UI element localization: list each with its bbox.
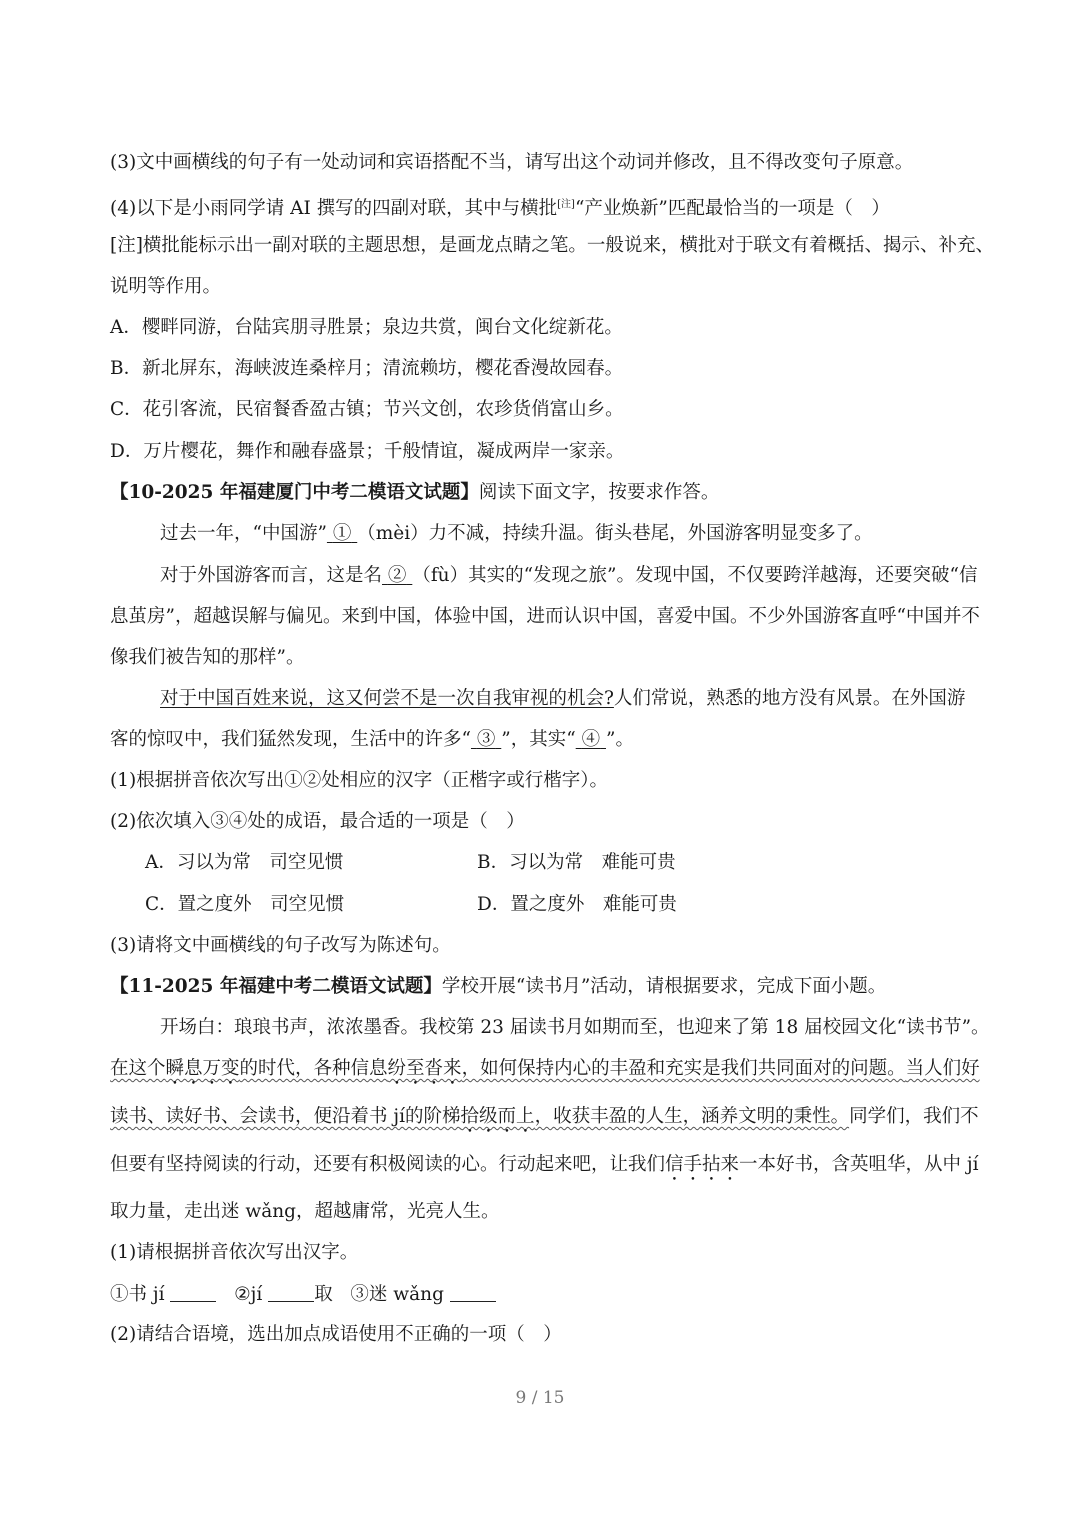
note-line-2: 说明等作用。 [110,276,222,297]
underlined-sentence: 对于中国百姓来说，这又何尝不是一次自我审视的机会? [160,688,614,709]
passage-10-para-2-line-2: 息茧房”，超越误解与偏见。来到中国，体验中国，进而认识中国，喜爱中国。不少外国游客直呼“中国并不 [110,606,980,627]
blank-2 [382,565,412,586]
fill-3-blank[interactable] [450,1283,496,1302]
passage-11-line-1: 开场白：琅琅书声，浓浓墨香。我校第 23 届读书月如期而至，也迎来了第 18 届校园文化“读书节”。 [160,1017,990,1038]
note-marker: [注] [557,199,575,210]
fill-1-blank[interactable] [170,1283,216,1302]
blank-3 [471,729,501,750]
section-11-intro: 学校开展“读书月”活动，请根据要求，完成下面小题。 [441,976,887,997]
section-11-q1: (1)请根据拼音依次写出汉字。 [110,1242,359,1263]
section-10-q1: (1)根据拼音依次写出①②处相应的汉字（正楷字或行楷字）。 [110,770,608,791]
t3-b: ，收获丰盈的人生，涵养文明的秉性。 [534,1106,850,1127]
passage-11-line-5: 取力量，走出迷 wǎng，超越庸常，光亮人生。 [110,1201,500,1222]
couplet-option-c: C．花引客流，民宿餐香盈古镇；节兴文创，农珍货俏富山乡。 [110,399,624,420]
section-10-q2: (2)依次填入③④处的成语，最合适的一项是（ ） [110,811,525,832]
section-11-heading [110,975,980,999]
idiom-option-d: D．置之度外 难能可贵 [477,894,677,915]
idiom-option-b: B．习以为常 难能可贵 [477,852,676,873]
fill-1-label: ①书 jí [110,1284,165,1305]
section-11-q2: (2)请结合语境，选出加点成语使用不正确的一项（ ） [110,1324,562,1345]
section-11-title: 【11-2025 年福建中考二模语文试题】 [110,976,442,997]
dotted-idiom-2: 纷至沓来 [387,1058,462,1079]
section-10-intro: 阅读下面文字，按要求作答。 [478,482,720,503]
passage-10-para-3-line-2 [110,728,980,752]
t2-c: ，如何保持内心的丰盈和充实是我们共同面对的问题。 [461,1058,906,1079]
passage-11-line-4 [110,1153,980,1185]
idiom-option-c: C．置之度外 司空见惯 [145,894,345,915]
fill-3-label: ③迷 wǎng [350,1284,444,1305]
wavy-sentence-2 [110,1106,849,1127]
p1-text-c: （mèi）力不减，持续升温。街头巷尾，外国游客明显变多了。 [357,523,873,544]
p3-rest: 人们常说，熟悉的地方没有风景。在外国游 [613,688,966,709]
t2-a: 在这个 [110,1058,166,1079]
t4-a: 但要有坚持阅读的行动，还要有积极阅读的心。行动起来吧，让我们 [110,1154,666,1175]
q4-post: “产业焕新”匹配最恰当的一项是（ ） [574,198,890,220]
t2-d: 当人们好 [905,1058,980,1079]
question-3-text: (3)文中画横线的句子有一处动词和宾语搭配不当，请写出这个动词并修改，且不得改变句子原意。 [110,152,914,173]
section-10-title: 【10-2025 年福建厦门中考二模语文试题】 [110,482,479,503]
dotted-idiom-1: 瞬息万变 [165,1058,240,1079]
fill-2-blank[interactable] [268,1283,314,1302]
dotted-idiom-4: 信手拈来 [665,1154,740,1175]
fill-2-label: ②jí [234,1284,263,1305]
idiom-option-a: A．习以为常 司空见惯 [145,852,344,873]
t3-a: 读书、读好书、会读书，便沿着书 jí的阶梯 [110,1106,461,1127]
question-4-text [110,193,980,221]
wavy-sentence-1 [110,1058,906,1079]
passage-10-para-2 [160,564,1030,588]
fill-2-suffix: 取 [314,1284,333,1305]
t2-b: 的时代，各种信息 [239,1058,388,1079]
passage-11-line-2 [110,1057,980,1089]
passage-10-para-3 [160,687,1030,711]
couplet-option-a: A．樱畔同游，台陆宾朋寻胜景；泉边共赏，闽台文化绽新花。 [110,317,623,338]
dotted-idiom-3: 拾级而上 [460,1106,535,1127]
p3-line2-a: 客的惊叹中，我们猛然发现，生活中的许多“ [110,729,471,750]
blank-4 [576,729,606,750]
passage-10-para-1 [160,522,1030,546]
q4-pre: (4)以下是小雨同学请 AI 撰写的四副对联，其中与横批 [110,198,558,220]
t3-c: 同学们，我们不 [849,1106,979,1127]
couplet-option-d: D．万片樱花，舞作和融春盛景；千般情谊，凝成两岸一家亲。 [110,441,625,462]
blank-4-label: ④ [581,729,601,750]
p3-line2-b: ”，其实“ [501,729,576,750]
blank-1-label: ① [332,523,352,544]
passage-11-line-3 [110,1105,980,1137]
couplet-option-b: B．新北屏东，海峡波连桑梓月；清流赖坊，樱花香漫故园春。 [110,358,624,379]
passage-10-para-2-line-3: 像我们被告知的那样”。 [110,647,305,668]
p2-text-c: （fù）其实的“发现之旅”。发现中国，不仅要跨洋越海，还要突破“信 [412,565,978,586]
p2-text-a: 对于外国游客而言，这是名 [160,565,383,586]
blank-1 [327,523,357,544]
t4-b: 一本好书，含英咀华，从中 jí [739,1154,979,1175]
blank-2-label: ② [387,565,407,586]
fill-in-row [110,1283,980,1307]
note-line-1: [注]横批能标示出一副对联的主题思想，是画龙点睛之笔。一般说来，横批对于联文有着概括、揭示、补充、 [110,235,994,256]
blank-3-label: ③ [476,729,496,750]
page-number: 9 / 15 [515,1388,565,1408]
p3-line2-c: ”。 [605,729,634,750]
p1-text-a: 过去一年，“中国游” [160,523,327,544]
section-10-heading [110,481,980,505]
section-10-q3: (3)请将文中画横线的句子改写为陈述句。 [110,935,451,956]
